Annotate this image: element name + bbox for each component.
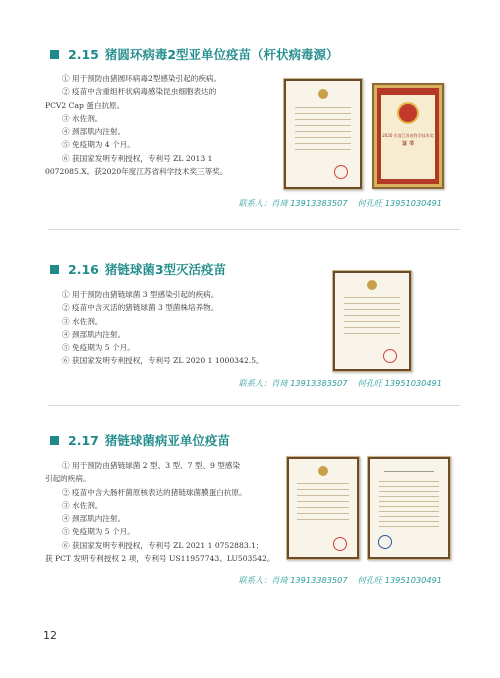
- paragraph: ⑤ 免疫期为 5 个月。: [62, 343, 135, 353]
- emblem-icon: [318, 466, 328, 476]
- seal-icon: [334, 165, 348, 179]
- contact-primary: 联系人：肖琦 13913383507: [238, 575, 348, 585]
- section-body: [62, 288, 302, 368]
- contact-secondary: 何孔旺 13951030491: [357, 575, 442, 585]
- paragraph: ③ 水佐剂。: [62, 113, 103, 123]
- emblem-icon: [318, 89, 328, 99]
- section-divider: [48, 229, 460, 230]
- bullet-square-icon: [50, 436, 59, 445]
- paragraph: ④ 颈部肌内注射。: [62, 127, 126, 137]
- paragraph: ⑤ 免疫期为 5 个月。: [62, 527, 135, 537]
- contact-primary: 联系人：肖琦 13913383507: [238, 378, 348, 388]
- section-body: [45, 459, 275, 565]
- section-number: 2.17: [68, 432, 99, 448]
- paragraph: ④ 颈部肌内注射。: [62, 329, 126, 339]
- section-heading: [50, 431, 230, 449]
- bullet-square-icon: [50, 265, 59, 274]
- award-subtitle: 证 书: [402, 141, 414, 148]
- emblem-icon: [367, 280, 377, 290]
- paragraph: ① 用于预防由猪链球菌 3 型感染引起的疾病。: [62, 290, 219, 299]
- award-title: 2020 年度江苏省科学技术奖: [382, 133, 434, 139]
- contact-primary: 联系人：肖琦 13913383507: [238, 198, 348, 208]
- award-certificate-image: [372, 83, 444, 189]
- paragraph: ② 疫苗中含灭活的猪链球菌 3 型菌株培养物。: [62, 303, 219, 313]
- patent-certificate-image: [332, 270, 412, 372]
- contact-secondary: 何孔旺 13951030491: [357, 198, 442, 208]
- section-heading: [50, 260, 226, 278]
- seal-icon: [378, 535, 392, 549]
- section-number: 2.16: [68, 261, 99, 277]
- page-number: 12: [43, 629, 57, 642]
- contact-line: [239, 378, 443, 389]
- paragraph: ① 用于预防由猪圆环病毒2型感染引起的疾病。: [62, 74, 222, 83]
- paragraph: 引起的疾病。: [45, 474, 91, 484]
- contact-line: [239, 198, 443, 209]
- seal-icon: [333, 537, 347, 551]
- contact-secondary: 何孔旺 13951030491: [357, 378, 442, 388]
- national-emblem-icon: [397, 102, 419, 124]
- contact-line: [239, 575, 443, 586]
- paragraph: ② 疫苗中含重组杆状病毒感染昆虫细胞表达的: [62, 87, 217, 97]
- paragraph: ① 用于预防由猪链球菌 2 型、3 型、7 型、9 型感染: [62, 461, 241, 470]
- section-title: 猪链球菌3型灭活疫苗: [104, 262, 227, 277]
- patent-certificate-image: [283, 78, 363, 190]
- paragraph: ② 疫苗中含大肠杆菌原核表达的猪链球菌膜蛋白抗原。: [62, 487, 247, 497]
- section-heading: [50, 45, 339, 63]
- section-title: 猪链球菌病亚单位疫苗: [104, 433, 230, 448]
- section-number: 2.15: [68, 46, 99, 62]
- section-body: [45, 72, 272, 178]
- bullet-square-icon: [50, 50, 59, 59]
- paragraph: ⑥ 获国家发明专利授权，专利号 ZL 2021 1 0752883.1；: [62, 540, 264, 550]
- patent-certificate-image: [286, 456, 360, 560]
- paragraph: ⑥ 获国家发明专利授权，专利号 ZL 2020 1 1000342.5。: [62, 356, 264, 366]
- seal-icon: [383, 349, 397, 363]
- paragraph: PCV2 Cap 蛋白抗原。: [45, 100, 125, 110]
- section-title: 猪圆环病毒2型亚单位疫苗（杆状病毒源）: [104, 47, 339, 62]
- paragraph: ③ 水佐剂。: [62, 500, 103, 510]
- pct-patent-certificate-image: [367, 456, 451, 560]
- paragraph: 0072085.X。获2020年度江苏省科学技术奖三等奖。: [45, 167, 228, 177]
- paragraph: ④ 颈部肌内注射。: [62, 514, 126, 524]
- paragraph: ③ 水佐剂。: [62, 316, 103, 326]
- section-divider: [48, 405, 460, 406]
- paragraph: 获 PCT 发明专利授权 2 项，专利号 US11957743、LU503542。: [45, 554, 275, 564]
- paragraph: ⑥ 获国家发明专利授权，专利号 ZL 2013 1: [62, 153, 213, 163]
- paragraph: ⑤ 免疫期为 4 个月。: [62, 140, 135, 150]
